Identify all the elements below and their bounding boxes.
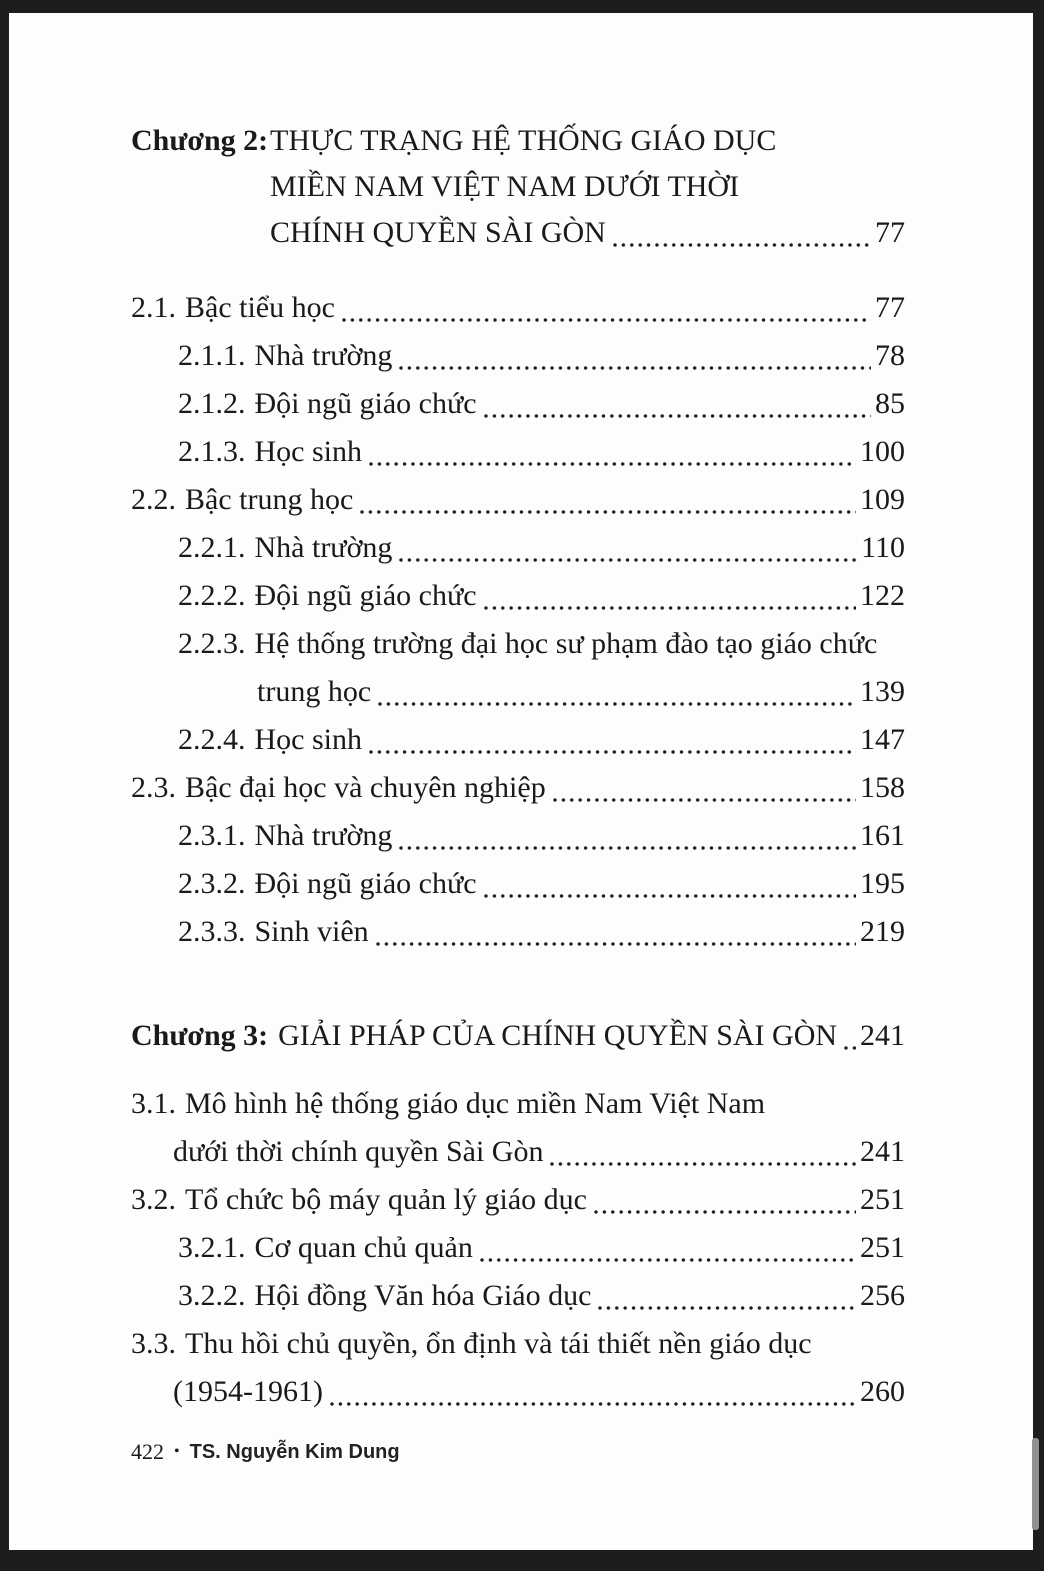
entry-page: 147 xyxy=(860,723,905,756)
entry-title: Nhà trường xyxy=(254,819,393,852)
chapter3-title: GIẢI PHÁP CỦA CHÍNH QUYỀN SÀI GÒN xyxy=(278,1019,838,1052)
entry-title-continued: (1954-1961) xyxy=(173,1375,323,1408)
entry-title: Hội đồng Văn hóa Giáo dục xyxy=(254,1279,592,1312)
entry-title: Bậc đại học và chuyên nghiệp xyxy=(185,771,546,804)
chapter2-label: Chương 2: xyxy=(131,124,269,157)
entry-number: 2.2.4. xyxy=(178,723,246,756)
entry-number: 2.1.2. xyxy=(178,387,246,420)
dot-leader xyxy=(613,243,871,247)
entry-page: 78 xyxy=(875,339,905,372)
toc-entry-2-2-2 xyxy=(131,572,905,620)
entry-title-continued: dưới thời chính quyền Sài Gòn xyxy=(173,1135,544,1168)
dot-leader xyxy=(480,1258,856,1262)
entry-page: 256 xyxy=(860,1279,905,1312)
entry-number: 2.1. xyxy=(131,291,176,324)
entry-title: Học sinh xyxy=(254,723,362,756)
toc-entry-2-2-3-line1 xyxy=(131,620,905,668)
toc-entry-2-2 xyxy=(131,476,905,524)
entry-number: 2.2.1. xyxy=(178,531,246,564)
toc-entry-3-2-1 xyxy=(131,1224,905,1272)
entry-number: 2.3.2. xyxy=(178,867,246,900)
page-footer xyxy=(131,1437,400,1467)
toc-entry-3-3-line1 xyxy=(131,1320,905,1368)
entry-title: Đội ngũ giáo chức xyxy=(254,579,477,612)
entry-title: Nhà trường xyxy=(254,339,393,372)
toc-entry-2-3-1 xyxy=(131,812,905,860)
toc-entry-3-1-line2 xyxy=(131,1128,905,1176)
entry-page: 219 xyxy=(860,915,905,948)
entry-title: Nhà trường xyxy=(254,531,393,564)
entry-number: 3.2.2. xyxy=(178,1279,246,1312)
dot-leader xyxy=(399,366,871,370)
entry-page: 195 xyxy=(860,867,905,900)
chapter2-title-line3 xyxy=(270,210,905,256)
entry-number: 2.2. xyxy=(131,483,176,516)
dot-leader xyxy=(550,1162,856,1166)
toc-entry-2-1-2 xyxy=(131,380,905,428)
entry-number: 3.2.1. xyxy=(178,1231,246,1264)
dot-leader xyxy=(399,558,857,562)
entry-page: 241 xyxy=(860,1135,905,1168)
entry-page: 260 xyxy=(860,1375,905,1408)
entry-number: 2.3. xyxy=(131,771,176,804)
dot-leader xyxy=(360,510,856,514)
toc-entry-2-1 xyxy=(131,284,905,332)
entry-title: Đội ngũ giáo chức xyxy=(254,387,477,420)
toc-entry-2-1-3 xyxy=(131,428,905,476)
toc-entry-2-3-3 xyxy=(131,908,905,956)
entry-number: 2.2.2. xyxy=(178,579,246,612)
toc-entry-2-2-4 xyxy=(131,716,905,764)
chapter2-title xyxy=(270,118,905,256)
entry-title: Sinh viên xyxy=(254,915,369,948)
chapter2-title-line2: MIỀN NAM VIỆT NAM DƯỚI THỜI xyxy=(270,170,740,203)
entry-title: Bậc tiểu học xyxy=(185,291,335,324)
entry-page: 161 xyxy=(860,819,905,852)
toc-entry-3-3-line2 xyxy=(131,1368,905,1416)
entry-number: 2.3.1. xyxy=(178,819,246,852)
entry-page: 251 xyxy=(860,1231,905,1264)
entry-title: Bậc trung học xyxy=(185,483,354,516)
entry-number: 2.2.3. xyxy=(178,627,246,660)
chapter2-page-number: 77 xyxy=(875,216,905,249)
toc-entry-2-2-1 xyxy=(131,524,905,572)
entry-number: 3.3. xyxy=(131,1327,176,1360)
chapter2-entries xyxy=(131,284,905,956)
entry-number: 3.2. xyxy=(131,1183,176,1216)
entry-title: Đội ngũ giáo chức xyxy=(254,867,477,900)
dot-leader xyxy=(330,1402,856,1406)
entry-page: 158 xyxy=(860,771,905,804)
dot-leader xyxy=(598,1306,856,1310)
entry-page: 77 xyxy=(875,291,905,324)
dot-leader xyxy=(342,318,871,322)
chapter2-heading xyxy=(131,118,905,256)
table-of-contents xyxy=(131,13,905,1416)
book-page xyxy=(9,13,1033,1550)
entry-page: 109 xyxy=(860,483,905,516)
folio-page-number: 422 xyxy=(131,1439,164,1464)
toc-entry-2-3 xyxy=(131,764,905,812)
dot-leader xyxy=(484,894,856,898)
dot-leader xyxy=(376,942,856,946)
entry-number: 2.1.1. xyxy=(178,339,246,372)
entry-page: 85 xyxy=(875,387,905,420)
chapter2-title-line1: THỰC TRẠNG HỆ THỐNG GIÁO DỤC xyxy=(270,124,777,157)
toc-entry-2-1-1 xyxy=(131,332,905,380)
entry-title: Hệ thống trường đại học sư phạm đào tạo giáo chức xyxy=(254,627,878,660)
entry-title: Cơ quan chủ quản xyxy=(254,1231,473,1264)
toc-entry-2-3-2 xyxy=(131,860,905,908)
entry-page: 139 xyxy=(860,675,905,708)
entry-title: Tổ chức bộ máy quản lý giáo dục xyxy=(185,1183,587,1216)
chapter3-page-number: 241 xyxy=(860,1019,905,1052)
entry-number: 2.1.3. xyxy=(178,435,246,468)
dot-leader xyxy=(369,750,856,754)
toc-entry-3-2 xyxy=(131,1176,905,1224)
running-title: TS. Nguyễn Kim Dung xyxy=(189,1441,400,1463)
entry-title-continued: trung học xyxy=(257,675,372,708)
entry-title: Thu hồi chủ quyền, ổn định và tái thiết nền giáo dục xyxy=(185,1327,812,1360)
dot-leader xyxy=(369,462,856,466)
entry-title: Mô hình hệ thống giáo dục miền Nam Việt Nam xyxy=(185,1087,766,1120)
entry-title: Học sinh xyxy=(254,435,362,468)
toc-entry-3-1-line1 xyxy=(131,1080,905,1128)
dot-leader xyxy=(378,702,856,706)
dot-leader xyxy=(484,414,871,418)
entry-number: 2.3.3. xyxy=(178,915,246,948)
entry-page: 110 xyxy=(861,531,905,564)
bullet-separator-icon: • xyxy=(174,1443,180,1460)
dot-leader xyxy=(553,798,856,802)
chapter3-label: Chương 3: xyxy=(131,1019,269,1052)
entry-page: 251 xyxy=(860,1183,905,1216)
entry-number: 3.1. xyxy=(131,1087,176,1120)
dot-leader xyxy=(844,1046,856,1050)
dot-leader xyxy=(484,606,856,610)
scrollbar-thumb[interactable] xyxy=(1032,1438,1039,1530)
chapter3-entries xyxy=(131,1080,905,1416)
chapter3-heading xyxy=(131,1012,905,1060)
entry-page: 100 xyxy=(860,435,905,468)
entry-page: 122 xyxy=(860,579,905,612)
chapter2-title-line3-text: CHÍNH QUYỀN SÀI GÒN xyxy=(270,216,606,249)
toc-entry-3-2-2 xyxy=(131,1272,905,1320)
toc-entry-2-2-3-line2 xyxy=(131,668,905,716)
dot-leader xyxy=(399,846,856,850)
dot-leader xyxy=(594,1210,856,1214)
